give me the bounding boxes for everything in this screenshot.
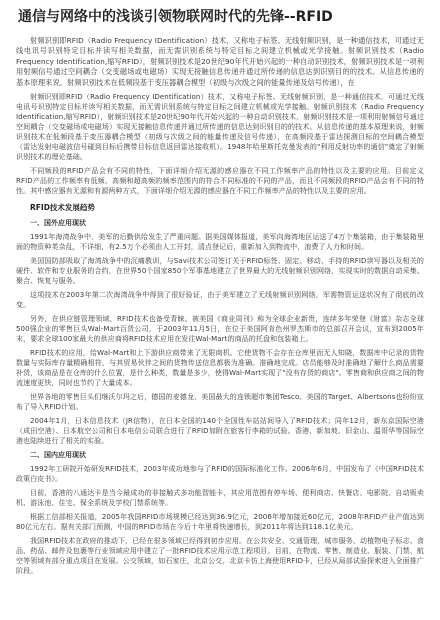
paragraph: 不同频段的RFID产品会有不同的特性，下面详细介绍无源的感应器在不同工作频率产品的特性以及主要的应用。目前定义RFID产品的工作频率有低频、高频和超高频的频率范围内的符合不同标准的不同的产品，而且不同频段的RFID产品会有不同的特性。其中感应器有无源和有源两种方式，下面详细介绍无源的感应器在不同工作频率产品的特性以及主要的应用。 — [16, 167, 424, 196]
paragraph: 射频识别即RFID（Radio Frequency IDentification）技术，又称电子标签、无线射频识别，是一种通信技术，可通过无线电讯号识别特定目标并读写相关数据，而无需识别系统与特定目标之间建立机械或光学接触。射频识别技术（Radio Frequency Identification,缩写RFID），射频识别技术是20世纪90年代开始兴起的一种自动识别技术，射频识别技术是一项利用射频信号通过空间耦合（交变磁场或电磁场）实现无接触信息传递并通过所传递的信息达到识别目的的技术。从信息传递的基本原理来说，射频识别技术在低频段基于变压器耦合模型（初级与次级之间的能量传递及信号传递），在高频段基于雷达探测目标的空间耦合模型（雷达发射电磁波信号碰到目标后携带目标信息返回雷达接收机）。1948年哈里斯托克曼发表的"利用反射功率的通信"奠定了射频识别技术的理论基础。 — [16, 93, 424, 162]
paragraph: 射频识别即RFID（Radio Frequency IDentification）技术，又称电子标签、无线射频识别，是一种通信技术，可通过无线电讯号识别特定目标并读写相关数据，而无需识别系统与特定目标之间建立机械或光学接触。射频识别技术（Radio Frequency Identification,缩写RFID），射频识别技术是20世纪90年代开始兴起的一种自动识别技术，射频识别技术是一项利用射频信号通过空间耦合（交变磁场或电磁场）实现无接触信息传递并通过所传递的信息达到识别目的的技术。从信息传递的基本原理来说，射频识别技术在低频段基于变压器耦合模型（初级与次级之间的能量传递及信号传递），在 — [16, 36, 424, 87]
paragraph: 美国国防部吸取了海湾战争中的沉痛教训，与Savi技术公司签订关于RFID标签、固定、移动、手持的RFID读写器以及相关的硬件、软件和专业服务的合约，在世界50个国家850个军事基地建立了世界最大的无线射频识别网络，实现实时的数据自动采集、聚合、恢复与服务。 — [16, 257, 424, 286]
subsection-heading: 一、国外应用现状 — [30, 219, 86, 228]
paragraph: 目前，香港的八通达卡是当今最成功的非接触式多功能智能卡，其应用范围有停车场、便利商店、快餐店、电影院、自动贩卖机、游泳池、住宅、保全系统及学校门禁系统等。 — [16, 489, 424, 508]
paragraph: 世界各地的零售巨头们继沃尔玛之后，德国的麦德龙、美国最大的连锁超市集团Tesco、美国的Target、Albertsons也纷纷宣布了导入RFID计划。 — [16, 393, 424, 412]
section-heading: RFID技术发展趋势 — [30, 203, 95, 213]
paragraph: 根据工信部相关报道，2005年我国RFID市场规模已经达到36.9亿元，2006年增加接近60亿元，2008年RFID产业产值达到80亿元左右。据有关部门预测，中国的RFID市场在今后十年里将快速增长，到2011年将达到118.1亿美元。 — [16, 513, 424, 532]
subsection-heading: 二、国内应用现状 — [30, 451, 86, 460]
paragraph: 1992年工研院开始研发RFID技术，2003年成功地参与了RFID的国际标准化工作。2006年6月，中国发布了《中国RFID技术政策白皮书》。 — [16, 465, 424, 484]
document-title: 通信与网络中的浅谈引领物联网时代的先锋--RFID — [18, 9, 333, 25]
paragraph: 1991年海湾战争中，美军的后勤供给发生了严重问题。据美国媒体报道，美军向海湾地区运送了4万个集装箱，由于集装箱里面的物资种类杂乱，不详细，有2.5万个必须由人工开封，清点登记后，重新加入到物流中，浪费了人力和时间。 — [16, 233, 424, 252]
paragraph: 这项技术在2003年第二次海湾战争中得到了很好验证，由于美军建立了无线射频识别网络，军需物资运送状况有了彻底的改变。 — [16, 291, 424, 310]
paragraph: 我国RFID技术在政府的推动下，已经在很多领域已经得到初步应用。在公共安全、交通管理、城市服务、动植物电子标志、食品、药品、邮件及包裹等行业领域应用中建立了一批RFID技术应用示范工程项目。目前，在物流、零售、制造业、服装、门禁、航空等领域有部分重点项目在发展。公交领域，如石家庄，北京公交，北京卡仿上海使用RFID卡，已经从局部试验探索进入全面推广阶段。 — [16, 537, 424, 576]
paragraph: 另外，在供应链管理领域，RFID技术也备受青睐。被美国《商业周刊》称为全球企业新贵，连续多年荣登《财富》杂志全球500强企业的零售巨头Wal-Mart百货公司，于2003年11月5日，在位于美国阿肯色州罗杰斯市的总部召开会议，宣布到2005年末，要求全球100家最大的供应商将RFID技术应用在发往Wal-Mart的商品的托盘和包装箱上。 — [16, 315, 424, 344]
paragraph: 2004年1月，日本信息技术（JR信物），在日本全国的140个全国性车站站间导入了RFID技术；同年12月，新东京国际空港（成田空港）、日本航空公司和日本电信公司联合进行了RFID加附在旅客行李箱的试验。香港、新加坡、旧金山、温哥华等国际空港也陆续进行了相关的实验。 — [16, 417, 424, 446]
paragraph: RFID技术的应用，给Wal-Mart和上下游供应商带来了无限商机。它使货物不会存在仓库里而无人知晓，数据库中记录的货物数量与实际库存量精确相符，与其贸易伙伴之间的货物传送信息都极为准确。准确地完成。店员能够及时准确地了解什么商品需要补货，该商品是在仓库的什么位置，是什么种类，数量是多少，使得Wal-Mart实现了"没有存货的商店"。零售商和供应商之间的物流速度更快，同时也节约了大量成本。 — [16, 349, 424, 388]
